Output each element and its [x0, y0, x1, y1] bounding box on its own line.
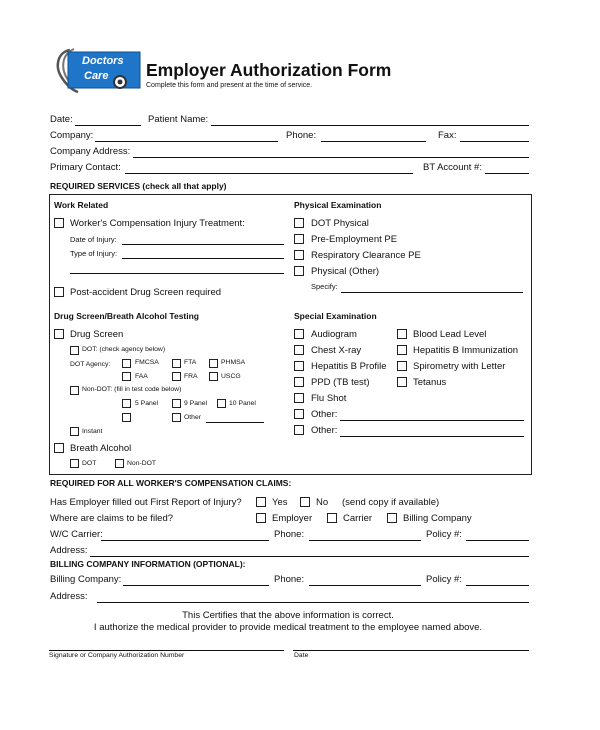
filed-billing-label: Billing Company	[403, 513, 472, 524]
breath-alcohol-label: Breath Alcohol	[70, 443, 132, 454]
first-report-no-label: No	[316, 497, 329, 508]
bt-account-field[interactable]	[485, 173, 529, 174]
wc-policy-field[interactable]	[466, 540, 529, 541]
dot-check-checkbox[interactable]	[70, 346, 79, 355]
spirometry-checkbox[interactable]	[397, 361, 407, 371]
special-other2-label: Other:	[311, 425, 338, 436]
spirometry-label: Spirometry with Letter	[413, 361, 506, 372]
ppd-label: PPD (TB test)	[311, 377, 370, 388]
chest-xray-label: Chest X-ray	[311, 345, 362, 356]
comp-injury-checkbox[interactable]	[54, 218, 64, 228]
other-test-checkbox[interactable]	[172, 413, 181, 422]
uscg-label: USCG	[221, 373, 241, 380]
wc-carrier-label: W/C Carrier:	[50, 529, 103, 540]
other-panel-checkbox[interactable]	[122, 413, 131, 422]
wc-address-field[interactable]	[90, 556, 529, 557]
other-test-field[interactable]	[206, 422, 264, 423]
fta-checkbox[interactable]	[172, 359, 181, 368]
audiogram-checkbox[interactable]	[294, 329, 304, 339]
company-address-label: Company Address:	[50, 146, 131, 157]
panel10-checkbox[interactable]	[217, 399, 226, 408]
phmsa-checkbox[interactable]	[209, 359, 218, 368]
filed-employer-checkbox[interactable]	[256, 513, 266, 523]
patient-name-field[interactable]	[211, 125, 529, 126]
fta-label: FTA	[184, 359, 197, 366]
where-filed-label: Where are claims to be filed?	[50, 513, 174, 524]
instant-label: Instant	[82, 428, 103, 435]
panel5-checkbox[interactable]	[122, 399, 131, 408]
fra-label: FRA	[184, 373, 198, 380]
breath-non-dot-checkbox[interactable]	[115, 459, 124, 468]
comp-injury-label: Worker's Compensation Injury Treatment:	[70, 218, 245, 229]
specify-label: Specify:	[311, 282, 338, 291]
hep-b-immunization-checkbox[interactable]	[397, 345, 407, 355]
certification-line2: I authorize the medical provider to provide medical treatment to the employee named above.	[93, 622, 483, 633]
chest-xray-checkbox[interactable]	[294, 345, 304, 355]
panel5-label: 5 Panel	[135, 400, 159, 407]
tetanus-checkbox[interactable]	[397, 377, 407, 387]
first-report-label: Has Employer filled out First Report of Injury?	[50, 497, 242, 508]
panel10-label: 10 Panel	[229, 400, 256, 407]
physical-heading: Physical Examination	[294, 200, 382, 210]
wc-carrier-field[interactable]	[101, 540, 269, 541]
wc-address-label: Address:	[50, 545, 88, 556]
non-dot-checkbox[interactable]	[70, 386, 79, 395]
company-label: Company:	[50, 130, 94, 141]
flu-shot-checkbox[interactable]	[294, 393, 304, 403]
special-other1-label: Other:	[311, 409, 338, 420]
form-title: Employer Authorization Form	[146, 60, 392, 80]
blood-lead-label: Blood Lead Level	[413, 329, 487, 340]
filed-carrier-label: Carrier	[343, 513, 373, 524]
flu-shot-label: Flu Shot	[311, 393, 347, 404]
drug-screen-label: Drug Screen	[70, 329, 124, 340]
billing-address-field[interactable]	[97, 602, 529, 603]
bt-account-label: BT Account #:	[423, 162, 482, 173]
doctors-care-logo	[52, 46, 142, 98]
first-report-yes-checkbox[interactable]	[256, 497, 266, 507]
billing-policy-label: Policy #:	[426, 574, 462, 585]
drug-screen-checkbox[interactable]	[54, 329, 64, 339]
signature-field[interactable]	[49, 650, 284, 651]
type-of-injury-field[interactable]	[122, 258, 284, 259]
audiogram-label: Audiogram	[311, 329, 357, 340]
primary-contact-label: Primary Contact:	[50, 162, 121, 173]
panel9-checkbox[interactable]	[172, 399, 181, 408]
specify-field[interactable]	[341, 292, 523, 293]
breath-dot-checkbox[interactable]	[70, 459, 79, 468]
primary-contact-field[interactable]	[125, 173, 413, 174]
post-accident-checkbox[interactable]	[54, 287, 64, 297]
ppd-checkbox[interactable]	[294, 377, 304, 387]
pre-employment-label: Pre-Employment PE	[311, 234, 398, 245]
billing-company-field[interactable]	[123, 585, 269, 586]
wc-phone-label: Phone:	[274, 529, 305, 540]
breath-non-dot-label: Non-DOT	[127, 460, 157, 467]
fax-field[interactable]	[460, 141, 529, 142]
faa-checkbox[interactable]	[122, 372, 131, 381]
logo-text-line1: Doctors	[82, 55, 124, 67]
drug-heading: Drug Screen/Breath Alcohol Testing	[54, 311, 199, 321]
billing-policy-field[interactable]	[466, 585, 529, 586]
breath-alcohol-checkbox[interactable]	[54, 443, 64, 453]
date-of-injury-label: Date of Injury:	[70, 235, 117, 244]
signature-label: Signature or Company Authorization Number	[49, 652, 185, 659]
date-label: Date:	[50, 114, 73, 125]
hep-b-profile-label: Hepatitis B Profile	[311, 361, 387, 372]
claims-heading: REQUIRED FOR ALL WORKER'S COMPENSATION CLAIMS:	[50, 478, 292, 488]
wc-policy-label: Policy #:	[426, 529, 462, 540]
billing-company-label: Billing Company:	[50, 574, 122, 585]
services-heading: REQUIRED SERVICES (check all that apply)	[50, 181, 227, 191]
form-subtitle: Complete this form and present at the time of service.	[146, 82, 313, 89]
special-other1-checkbox[interactable]	[294, 409, 304, 419]
first-report-yes-label: Yes	[272, 497, 288, 508]
dot-physical-label: DOT Physical	[311, 218, 369, 229]
type-of-injury-label: Type of Injury:	[70, 249, 118, 258]
filed-billing-checkbox[interactable]	[387, 513, 397, 523]
panel9-label: 9 Panel	[184, 400, 208, 407]
company-address-field[interactable]	[133, 157, 529, 158]
special-other2-checkbox[interactable]	[294, 425, 304, 435]
first-report-no-checkbox[interactable]	[300, 497, 310, 507]
special-other1-field[interactable]	[340, 420, 524, 421]
hep-b-profile-checkbox[interactable]	[294, 361, 304, 371]
fmcsa-label: FMCSA	[135, 359, 159, 366]
instant-checkbox[interactable]	[70, 427, 79, 436]
hep-b-immunization-label: Hepatitis B Immunization	[413, 345, 519, 356]
respiratory-label: Respiratory Clearance PE	[311, 250, 421, 261]
filed-employer-label: Employer	[272, 513, 313, 524]
fax-label: Fax:	[438, 130, 457, 141]
special-other2-field[interactable]	[340, 436, 524, 437]
physical-other-checkbox[interactable]	[294, 266, 304, 276]
dot-check-label: DOT: (check agency below)	[82, 346, 166, 353]
phone-field[interactable]	[321, 141, 426, 142]
pre-employment-checkbox[interactable]	[294, 234, 304, 244]
certification-line1: This Certifies that the above information is correct.	[182, 610, 394, 621]
uscg-checkbox[interactable]	[209, 372, 218, 381]
billing-phone-field[interactable]	[309, 585, 421, 586]
date-field[interactable]	[75, 125, 141, 126]
filed-carrier-checkbox[interactable]	[327, 513, 337, 523]
fra-checkbox[interactable]	[172, 372, 181, 381]
logo-text-line2: Care	[84, 70, 109, 82]
tetanus-label: Tetanus	[413, 377, 447, 388]
billing-phone-label: Phone:	[274, 574, 305, 585]
date-of-injury-field[interactable]	[122, 244, 284, 245]
billing-address-label: Address:	[50, 591, 88, 602]
wc-phone-field[interactable]	[309, 540, 421, 541]
billing-heading: BILLING COMPANY INFORMATION (OPTIONAL):	[50, 559, 246, 569]
fmcsa-checkbox[interactable]	[122, 359, 131, 368]
work-related-heading: Work Related	[54, 200, 109, 210]
signature-date-field[interactable]	[293, 650, 529, 651]
company-field[interactable]	[95, 141, 278, 142]
post-accident-label: Post-accident Drug Screen required	[70, 287, 222, 298]
other-test-label: Other	[184, 414, 201, 421]
phmsa-label: PHMSA	[221, 359, 246, 366]
dot-physical-checkbox[interactable]	[294, 218, 304, 228]
special-heading: Special Examination	[294, 311, 377, 321]
non-dot-label: Non-DOT: (fill in test code below)	[82, 386, 182, 393]
patient-name-label: Patient Name:	[148, 114, 209, 125]
blood-lead-checkbox[interactable]	[397, 329, 407, 339]
respiratory-checkbox[interactable]	[294, 250, 304, 260]
physical-other-label: Physical (Other)	[311, 266, 380, 277]
faa-label: FAA	[135, 373, 148, 380]
phone-label: Phone:	[286, 130, 317, 141]
signature-date-label: Date	[294, 652, 309, 659]
send-copy-label: (send copy if available)	[342, 497, 440, 508]
dot-agency-label: DOT Agency:	[70, 361, 111, 368]
injury-extra-field[interactable]	[70, 273, 284, 274]
breath-dot-label: DOT	[82, 460, 97, 467]
